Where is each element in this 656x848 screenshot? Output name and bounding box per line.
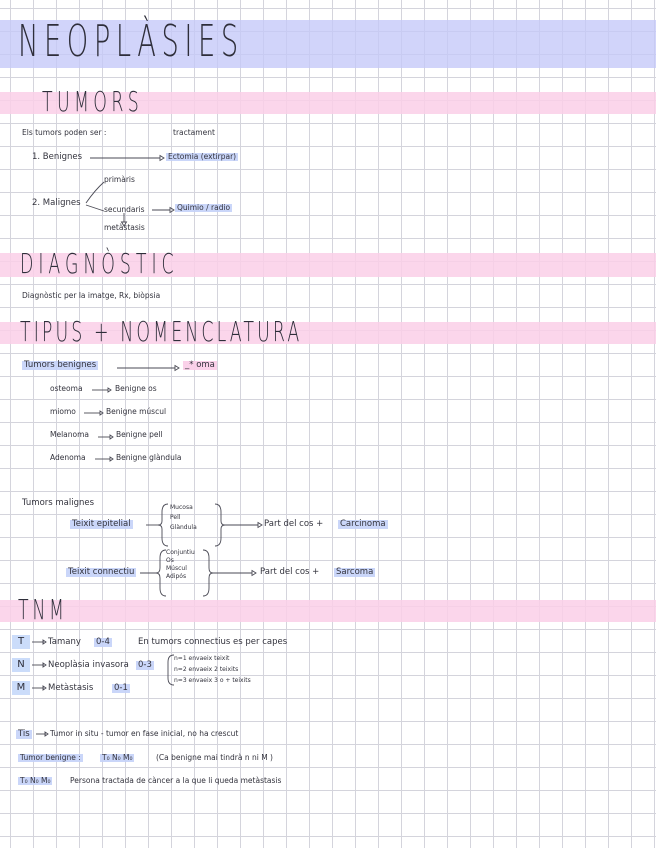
epithelial-tissue: Pell: [170, 514, 181, 521]
tnm-n-detail: n=3 envaeix 3 o + teixits: [174, 677, 251, 684]
benign-example-meaning: Benigne pell: [116, 430, 163, 439]
tnm-n-text: Neoplàsia invasora: [48, 660, 129, 670]
metastasis-label: metàstasis: [104, 223, 145, 232]
secondary-label: secundaris: [104, 205, 145, 214]
tnm-t-range: 0-4: [96, 637, 110, 647]
page-title: NEOPLÀSIES: [18, 16, 244, 67]
connective-tissue: Os: [166, 557, 174, 564]
carcinoma-term: Carcinoma: [340, 519, 386, 529]
epithelial-tissue: Mucosa: [170, 504, 193, 511]
epithelial-label: Teixit epitelial: [72, 519, 131, 529]
treatment-label: tractament: [173, 128, 215, 137]
benign-example-name: Adenoma: [50, 453, 86, 462]
tnm-m-range: 0-1: [114, 683, 128, 693]
connective-tissue: Adipós: [166, 573, 187, 580]
epithelial-result: Part del cos +: [264, 519, 324, 529]
sarcoma-term: Sarcoma: [336, 567, 374, 577]
benign-tumors-title: Tumors benignes: [24, 360, 97, 370]
benign-treatment: Ectomia (extirpar): [168, 152, 237, 161]
benign-example-name: miomo: [50, 407, 76, 416]
tnm-n-detail: n=2 envaeix 2 teixits: [174, 666, 239, 673]
benign-example-name: Melanoma: [50, 430, 90, 439]
benign-example-meaning: Benigne múscul: [106, 407, 167, 416]
diagnostic-heading: DIAGNÒSTIC: [20, 247, 179, 280]
diagnostic-text: Diagnòstic per la imatge, Rx, biòpsia: [22, 291, 161, 300]
benign-tumor-code: T₀ N₀ M₀: [102, 753, 133, 762]
connective-tissue: Múscul: [166, 565, 187, 572]
tnm-heading: TNM: [18, 593, 68, 626]
connective-label: Teixit connectiu: [68, 567, 135, 577]
benign-suffix: _* oma: [185, 360, 215, 370]
epithelial-tissue: Glàndula: [170, 524, 197, 531]
benign-example-name: osteoma: [50, 384, 83, 393]
connective-tissue: Conjuntiu: [166, 549, 195, 556]
tumors-intro: Els tumors poden ser :: [22, 128, 107, 137]
tnm-m-text: Metàstasis: [48, 683, 94, 693]
tis-label: Tis: [18, 729, 30, 739]
tnm-m-letter: M: [12, 681, 30, 695]
tis-text: Tumor in situ - tumor en fase inicial, no ha crescut: [50, 729, 239, 738]
t0-code: T₀ N₀ M₀: [20, 776, 51, 785]
tnm-n-letter: N: [12, 658, 30, 672]
malign-item: 2. Malignes: [32, 198, 81, 208]
tumors-heading: TUMORS: [42, 85, 144, 118]
tnm-n-detail: n=1 envaeix teixit: [174, 655, 230, 662]
benign-example-meaning: Benigne glàndula: [116, 453, 182, 462]
connective-result: Part del cos +: [260, 567, 320, 577]
benign-item: 1. Benignes: [32, 152, 83, 162]
primary-label: primàris: [104, 175, 135, 184]
tnm-n-range: 0-3: [138, 660, 152, 670]
tnm-t-letter: T: [12, 635, 30, 649]
secondary-treatment: Quimio / radio: [177, 203, 231, 212]
tnm-t-text: Tamany: [48, 637, 81, 647]
benign-tumor-label: Tumor benigne :: [20, 753, 81, 762]
benign-tumor-note: (Ca benigne mai tindrà n ni M ): [156, 753, 273, 762]
types-heading: TIPUS + NOMENCLATURA: [20, 315, 303, 348]
t0-text: Persona tractada de càncer a la que li queda metàstasis: [70, 776, 282, 785]
tnm-t-note: En tumors connectius es per capes: [138, 637, 288, 647]
benign-example-meaning: Benigne os: [115, 384, 157, 393]
malign-tumors-title: Tumors malignes: [22, 498, 95, 508]
